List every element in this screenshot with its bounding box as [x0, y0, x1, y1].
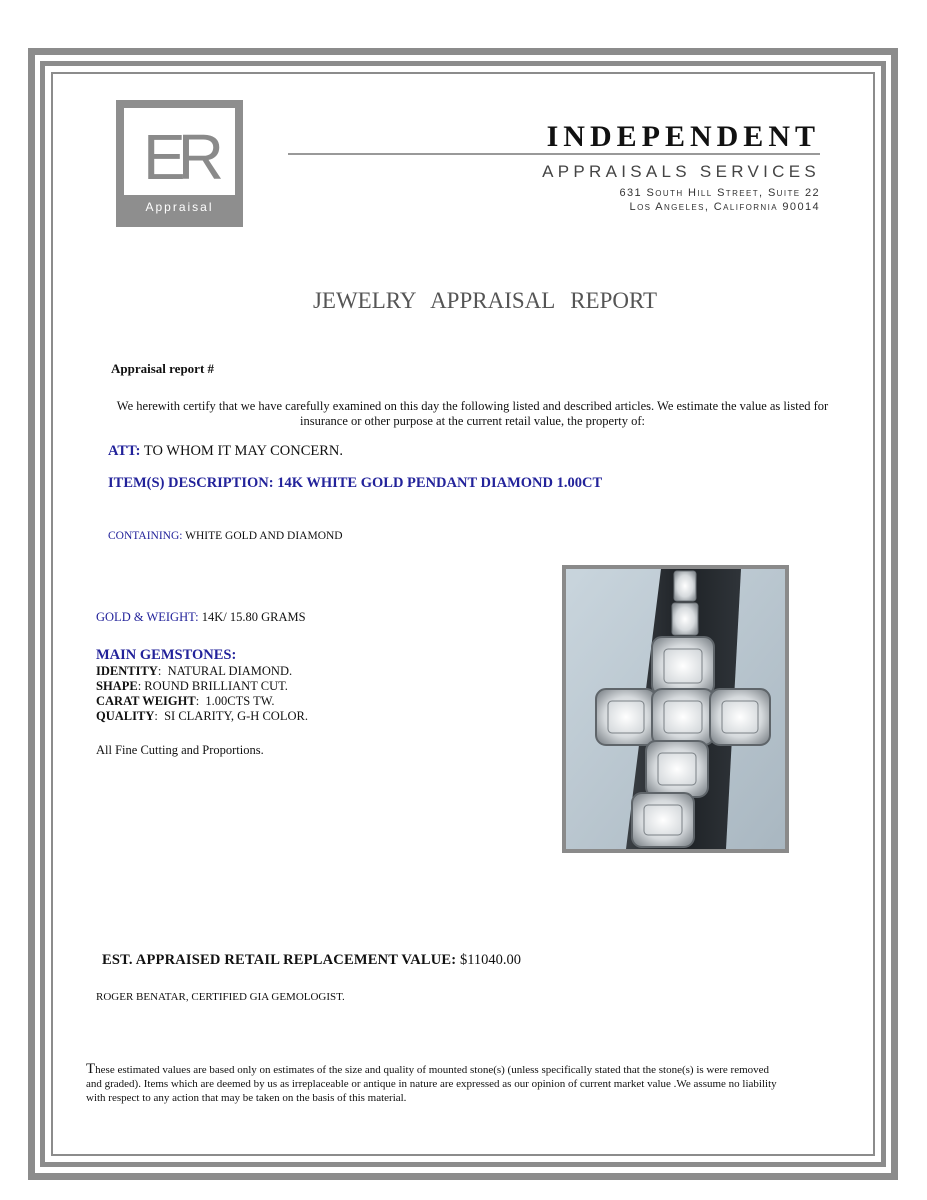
identity-label: IDENTITY — [96, 664, 158, 678]
shape-label: SHAPE — [96, 679, 138, 693]
quality-label: QUALITY — [96, 709, 155, 723]
gold-weight-line — [96, 610, 306, 625]
quality-value: SI CLARITY, G-H COLOR. — [164, 709, 308, 723]
address-line-1: 631 South Hill Street, Suite 22 — [619, 187, 820, 199]
gemstone-details — [96, 664, 308, 724]
logo-label: Appraisal — [124, 195, 235, 219]
identity-row: IDENTITY: NATURAL DIAMOND. — [96, 664, 293, 678]
item-value: 14K WHITE GOLD PENDANT DIAMOND 1.00CT — [277, 475, 603, 491]
pendant-image — [566, 569, 785, 849]
certification-statement: We herewith certify that we have carefully examined on this day the following listed and described articles. We estimate the value as listed for insurance or other purpose at the current retail value, the property of: — [116, 399, 829, 428]
gemstones-heading: MAIN GEMSTONES: — [96, 647, 237, 663]
containing-label: CONTAINING: — [108, 530, 183, 542]
quality-row: QUALITY: SI CLARITY, G-H COLOR. — [96, 709, 308, 723]
gold-label: GOLD & WEIGHT: — [96, 610, 199, 624]
report-title: JEWELRY APPRAISAL REPORT — [312, 288, 658, 313]
disclaimer — [86, 1062, 786, 1105]
shape-value: ROUND BRILLIANT CUT. — [144, 679, 288, 693]
disclaimer-initial: T — [86, 1061, 96, 1077]
pendant-photo — [562, 565, 789, 853]
carat-value: 1.00CTS TW. — [205, 694, 275, 708]
gemologist-signature: ROGER BENATAR, CERTIFIED GIA GEMOLOGIST. — [96, 991, 345, 1003]
item-label: ITEM(S) DESCRIPTION: — [108, 475, 274, 491]
att-value: TO WHOM IT MAY CONCERN. — [143, 443, 344, 459]
shape-row: SHAPE: ROUND BRILLIANT CUT. — [96, 679, 288, 693]
company-logo — [116, 100, 243, 227]
header-divider — [288, 153, 820, 155]
carat-label: CARAT WEIGHT — [96, 694, 196, 708]
appraised-value-line — [102, 952, 521, 969]
company-name: INDEPENDENT — [546, 120, 820, 153]
gold-value: 14K/ 15.80 GRAMS — [201, 610, 306, 624]
cutting-note: All Fine Cutting and Proportions. — [96, 743, 264, 757]
address-line-2: Los Angeles, California 90014 — [629, 201, 820, 213]
item-description — [108, 475, 602, 492]
appraised-value: $11040.00 — [459, 952, 522, 968]
containing-line — [108, 530, 343, 542]
appraisal-report-number: Appraisal report # — [111, 361, 215, 376]
attention-line — [108, 443, 343, 460]
logo-monogram: ER — [143, 121, 216, 193]
disclaimer-text: hese estimated values are based only on estimates of the size and quality of mounted stone(s) (unless specifically stated that the stone(s) is were removed and graded). Items which are deemed by us as irreplaceable or antique in nature are expressed as our opinion of current market value .We assume no liability with respect to any action that may be taken on the basis of this material. — [86, 1064, 777, 1104]
identity-value: NATURAL DIAMOND. — [167, 664, 293, 678]
containing-value: WHITE GOLD AND DIAMOND — [185, 530, 343, 542]
carat-row: CARAT WEIGHT: 1.00CTS TW. — [96, 694, 275, 708]
att-label: ATT: — [108, 443, 141, 459]
company-address — [520, 186, 820, 214]
company-subtitle: APPRAISALS SERVICES — [542, 162, 820, 181]
appraised-value-label: EST. APPRAISED RETAIL REPLACEMENT VALUE: — [102, 952, 457, 968]
